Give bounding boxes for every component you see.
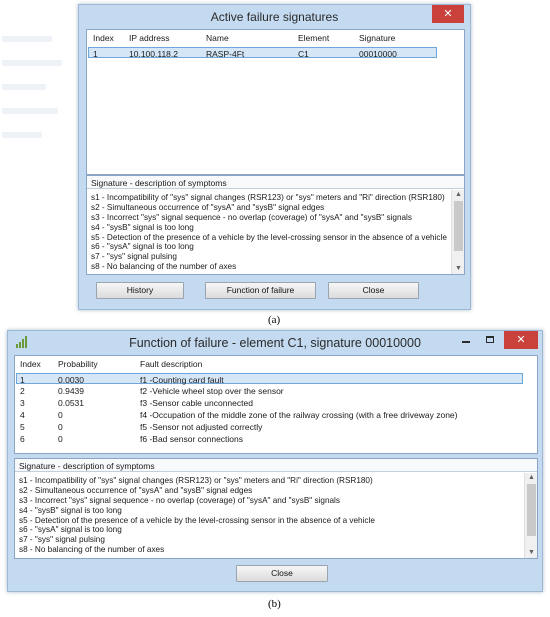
history-button[interactable]: History [96, 282, 184, 299]
cell-fault-description: f2 -Vehicle wheel stop over the sensor [140, 386, 284, 396]
symptoms-list[interactable] [15, 473, 537, 558]
scroll-up-icon[interactable]: ▲ [455, 191, 462, 198]
symptom-line: s4 - "sysB" signal is too long [91, 222, 194, 232]
close-icon: ✕ [516, 334, 526, 346]
table-header [87, 30, 464, 45]
window-title: Function of failure - element C1, signature 00010000 [129, 336, 421, 350]
title-bar[interactable] [79, 5, 470, 29]
symptoms-list[interactable] [87, 190, 464, 274]
cell-probability: 0.0030 [58, 375, 84, 385]
close-button[interactable]: Close [236, 565, 328, 582]
symptom-line: s3 - Incorrect "sys" signal sequence - no overlap (coverage) of "sysA" and "sysB" signals [91, 212, 412, 222]
column-header-element[interactable]: Element [298, 33, 330, 43]
symptom-line: s7 - "sys" signal pulsing [91, 252, 177, 262]
symptom-line: s2 - Simultaneous occurrence of "sysA" and "sysB" signal edges [91, 202, 325, 212]
cell-index: 5 [20, 422, 25, 432]
title-bar[interactable] [8, 331, 542, 355]
scroll-down-icon[interactable]: ▼ [528, 549, 535, 556]
cell-ip-address: 10.100.118.2 [129, 49, 178, 59]
cell-fault-description: f4 -Occupation of the middle zone of the railway crossing (with a free driveway zone) [140, 410, 458, 420]
cell-fault-description: f6 -Bad sensor connections [140, 434, 244, 444]
cell-index: 4 [20, 410, 25, 420]
cell-probability: 0 [58, 422, 63, 432]
cell-probability: 0 [58, 410, 63, 420]
close-window-button[interactable] [504, 331, 538, 349]
symptoms-panel [86, 175, 465, 275]
table-row[interactable] [15, 397, 537, 408]
column-header-index[interactable]: Index [20, 359, 41, 369]
table-row[interactable] [15, 409, 537, 420]
minimize-icon [462, 341, 470, 343]
symptom-line: s6 - "sysA" signal is too long [19, 525, 122, 535]
cell-name: RASP-4Ft [206, 49, 245, 59]
symptom-line: s3 - Incorrect "sys" signal sequence - no overlap (coverage) of "sysA" and "sysB" signals [19, 495, 340, 505]
table-row[interactable] [16, 373, 523, 384]
window-title: Active failure signatures [210, 10, 339, 24]
column-header-index[interactable]: Index [93, 33, 114, 43]
column-header-signature[interactable]: Signature [359, 33, 396, 43]
cell-signature: 00010000 [359, 49, 397, 59]
symptom-line: s6 - "sysA" signal is too long [91, 242, 194, 252]
column-header-name[interactable]: Name [206, 33, 229, 43]
symptom-line: s1 - Incompatibility of "sys" signal changes (RSR123) or "sys" meters and "Ri" direction (RSR180) [19, 476, 373, 485]
cell-element: C1 [298, 49, 309, 59]
signatures-table [86, 29, 465, 175]
cell-index: 3 [20, 398, 25, 408]
symptoms-header [15, 459, 537, 472]
cell-index: 6 [20, 434, 25, 444]
function-of-failure-button[interactable]: Function of failure [205, 282, 316, 299]
column-header-probability[interactable]: Probability [58, 359, 98, 369]
symptoms-header-label: Signature - description of symptoms [19, 461, 155, 471]
table-row[interactable] [15, 385, 537, 396]
cell-fault-description: f3 -Sensor cable unconnected [140, 398, 253, 408]
close-window-button[interactable] [432, 5, 464, 23]
column-header-fault-description[interactable]: Fault description [140, 359, 203, 369]
symptoms-header-label: Signature - description of symptoms [91, 178, 227, 188]
cell-probability: 0 [58, 434, 63, 444]
table-row[interactable] [15, 433, 537, 444]
active-failure-signatures-window [78, 4, 471, 310]
close-icon: ✕ [443, 8, 453, 20]
symptoms-header [87, 176, 464, 189]
symptom-line: s4 - "sysB" signal is too long [19, 505, 122, 515]
vertical-scrollbar[interactable] [451, 190, 464, 274]
table-header [15, 356, 537, 371]
background-app [0, 0, 80, 300]
cell-probability: 0.0531 [58, 398, 84, 408]
close-button[interactable]: Close [328, 282, 419, 299]
table-row[interactable] [88, 47, 437, 58]
symptom-line: s2 - Simultaneous occurrence of "sysA" and "sysB" signal edges [19, 485, 253, 495]
fault-probability-table [14, 355, 538, 454]
scroll-thumb[interactable] [527, 484, 536, 536]
table-row[interactable] [15, 421, 537, 432]
minimize-button[interactable] [454, 332, 478, 348]
cell-fault-description: f1 -Counting card fault [140, 375, 224, 385]
function-of-failure-window [7, 330, 543, 592]
vertical-scrollbar[interactable] [524, 473, 537, 558]
scroll-thumb[interactable] [454, 201, 463, 251]
cell-index: 2 [20, 386, 25, 396]
cell-probability: 0.9439 [58, 386, 84, 396]
column-header-ip-address[interactable]: IP address [129, 33, 170, 43]
symptom-line: s7 - "sys" signal pulsing [19, 535, 105, 545]
symptoms-panel [14, 458, 538, 559]
maximize-button[interactable] [478, 332, 502, 348]
cell-index: 1 [93, 49, 98, 59]
symptom-line: s8 - No balancing of the number of axes [19, 545, 165, 555]
caption-b: (b) [268, 598, 281, 610]
symptom-line: s1 - Incompatibility of "sys" signal changes (RSR123) or "sys" meters and "Ri" direction (RSR180) [91, 193, 445, 202]
scroll-up-icon[interactable]: ▲ [528, 474, 535, 481]
cell-index: 1 [20, 375, 25, 385]
symptom-line: s8 - No balancing of the number of axes [91, 262, 237, 272]
cell-fault-description: f5 -Sensor not adjusted correctly [140, 422, 263, 432]
caption-a: (a) [268, 314, 281, 326]
scroll-down-icon[interactable]: ▼ [455, 265, 462, 272]
maximize-icon [486, 336, 494, 343]
symptom-line: s5 - Detection of the presence of a vehicle by the level-crossing sensor in the absence of a vehicle [91, 232, 447, 242]
symptom-line: s5 - Detection of the presence of a vehicle by the level-crossing sensor in the absence of a vehicle [19, 515, 375, 525]
